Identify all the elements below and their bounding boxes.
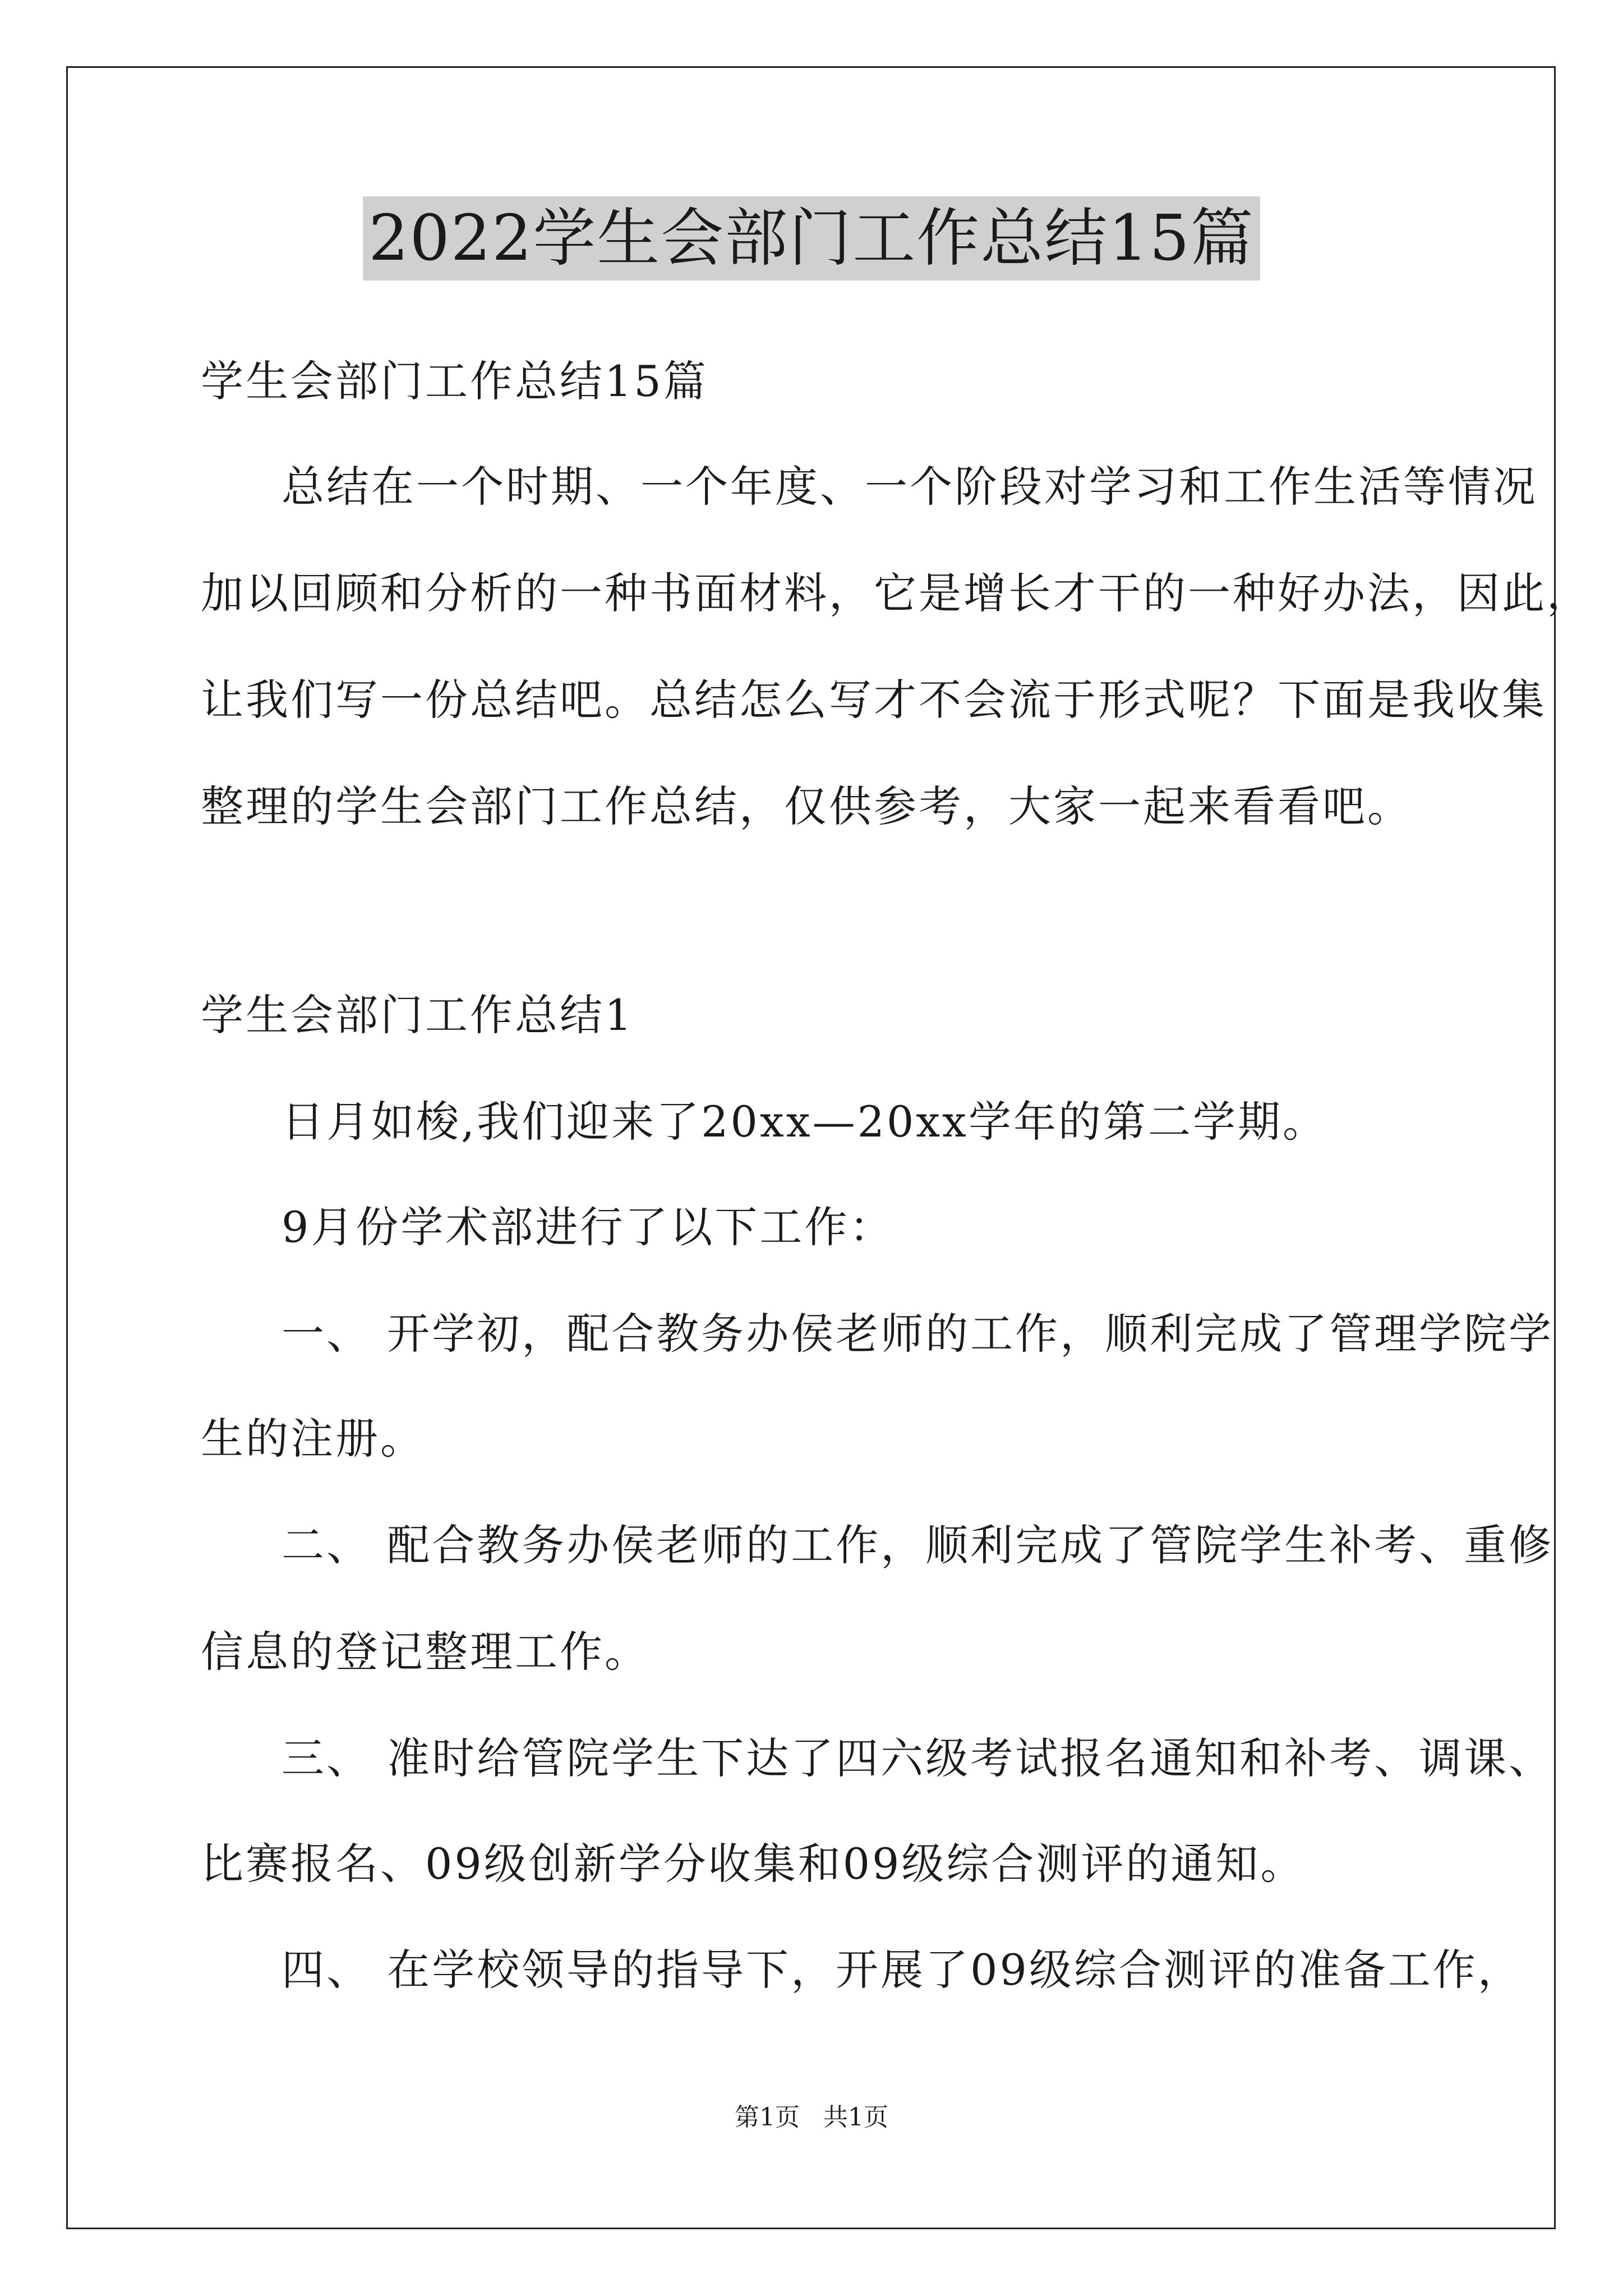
section-line: 一、 开学初，配合教务办侯老师的工作，顺利完成了管理学院学	[282, 1309, 1554, 1359]
section-line: 日月如梭,我们迎来了20xx—20xx学年的第二学期。	[282, 1097, 1328, 1147]
section-line: 9月份学术部进行了以下工作：	[282, 1202, 895, 1252]
intro-line: 让我们写一份总结吧。总结怎么写才不会流于形式呢？下面是我收集	[201, 675, 1547, 725]
intro-line: 总结在一个时期、一个年度、一个阶段对学习和工作生活等情况	[282, 462, 1538, 512]
section-line: 比赛报名、09级创新学分收集和09级综合测评的通知。	[201, 1839, 1306, 1889]
intro-line: 加以回顾和分析的一种书面材料，它是增长才干的一种好办法，因此，	[201, 568, 1592, 618]
section-heading: 学生会部门工作总结1	[201, 990, 634, 1040]
section-line: 三、 准时给管院学生下达了四六级考试报名通知和补考、调课、	[282, 1733, 1554, 1783]
page-footer: 第1页 共1页	[735, 2103, 888, 2132]
section-line: 信息的登记整理工作。	[201, 1627, 649, 1677]
intro-line: 整理的学生会部门工作总结，仅供参考，大家一起来看看吧。	[201, 781, 1412, 831]
section-line: 生的注册。	[201, 1414, 425, 1464]
title-container	[0, 196, 1623, 280]
subtitle: 学生会部门工作总结15篇	[201, 356, 708, 406]
document-title: 2022学生会部门工作总结15篇	[363, 196, 1260, 280]
section-line: 二、 配合教务办侯老师的工作，顺利完成了管院学生补考、重修	[282, 1520, 1554, 1570]
section-line: 四、 在学校领导的指导下，开展了09级综合测评的准备工作，	[282, 1945, 1523, 1995]
